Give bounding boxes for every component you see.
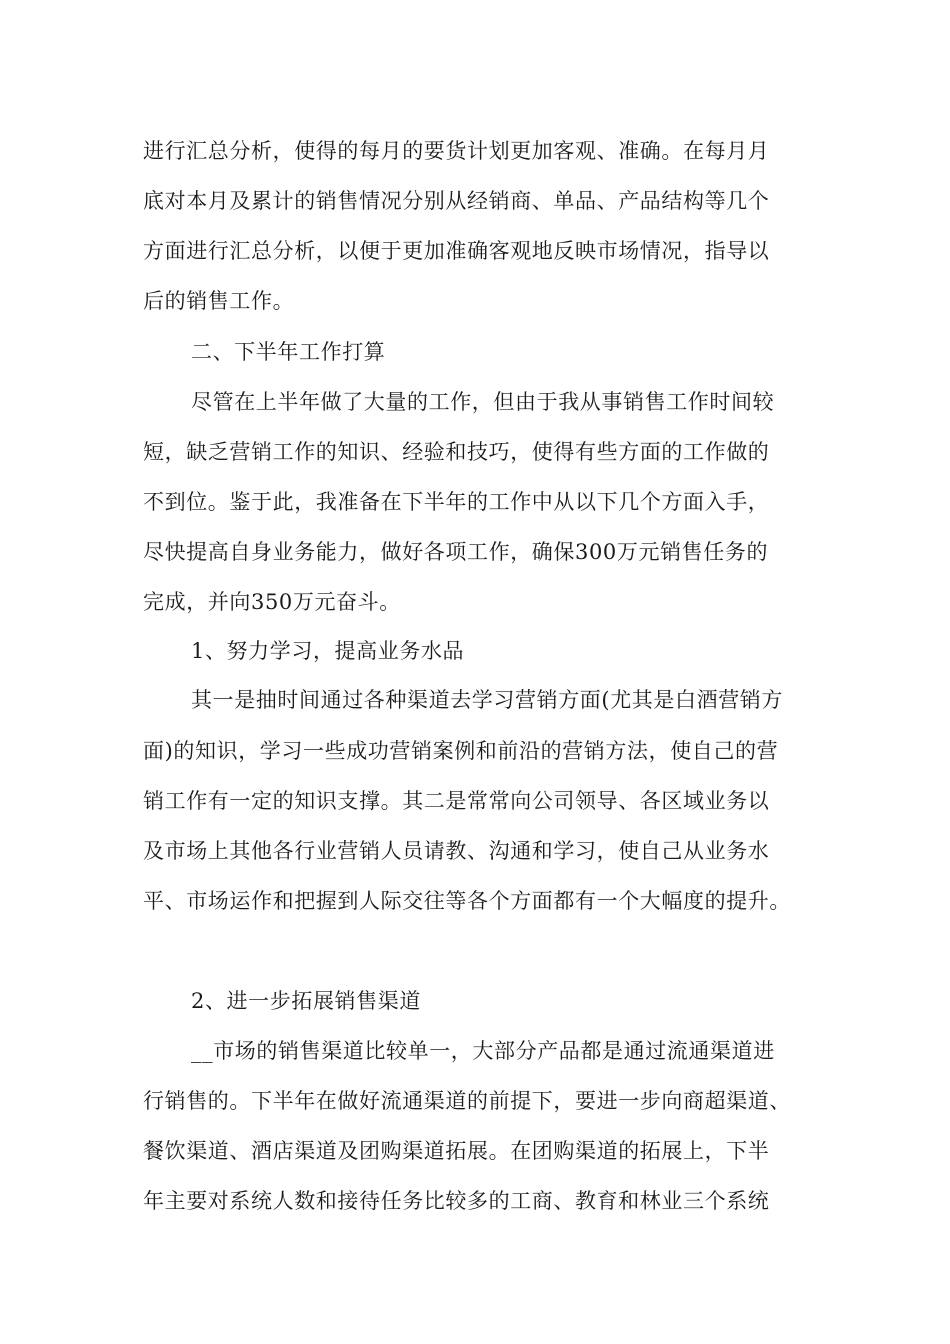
paragraph-line: 完成，并向350万元奋斗。	[143, 590, 401, 614]
paragraph-line: __市场的销售渠道比较单一，大部分产品都是通过流通渠道进	[191, 1039, 775, 1063]
paragraph-line: 后的销售工作。	[143, 289, 295, 313]
paragraph-line: 不到位。鉴于此，我准备在下半年的工作中从以下几个方面入手，	[143, 490, 770, 514]
paragraph-line: 底对本月及累计的销售情况分别从经销商、单品、产品结构等几个	[143, 189, 770, 213]
paragraph-line: 短，缺乏营销工作的知识、经验和技巧，使得有些方面的工作做的	[143, 440, 770, 464]
paragraph-line: 面)的知识，学习一些成功营销案例和前沿的营销方法，使自己的营	[143, 739, 779, 763]
subsection-heading: 2、进一步拓展销售渠道	[191, 989, 421, 1013]
paragraph-line: 进行汇总分析，使得的每月的要货计划更加客观、准确。在每月月	[143, 139, 770, 163]
section-heading: 二、下半年工作打算	[191, 340, 386, 364]
paragraph-line: 销工作有一定的知识支撑。其二是常常向公司领导、各区域业务以	[143, 789, 770, 813]
subsection-heading: 1、努力学习，提高业务水品	[191, 639, 465, 663]
paragraph-line: 尽管在上半年做了大量的工作，但由于我从事销售工作时间较	[191, 390, 775, 414]
paragraph-line: 及市场上其他各行业营销人员请教、沟通和学习，使自己从业务水	[143, 839, 770, 863]
paragraph-line: 平、市场运作和把握到人际交往等各个方面都有一个大幅度的提升。	[143, 889, 791, 913]
paragraph-line: 餐饮渠道、酒店渠道及团购渠道拓展。在团购渠道的拓展上，下半	[143, 1139, 770, 1163]
paragraph-line: 方面进行汇总分析，以便于更加准确客观地反映市场情况，指导以	[143, 239, 770, 263]
paragraph-line: 行销售的。下半年在做好流通渠道的前提下，要进一步向商超渠道、	[143, 1089, 791, 1113]
paragraph-line: 尽快提高自身业务能力，做好各项工作，确保300万元销售任务的	[143, 540, 769, 564]
paragraph-line: 其一是抽时间通过各种渠道去学习营销方面(尤其是白酒营销方	[191, 688, 783, 712]
paragraph-line: 年主要对系统人数和接待任务比较多的工商、教育和林业三个系统	[143, 1189, 770, 1213]
